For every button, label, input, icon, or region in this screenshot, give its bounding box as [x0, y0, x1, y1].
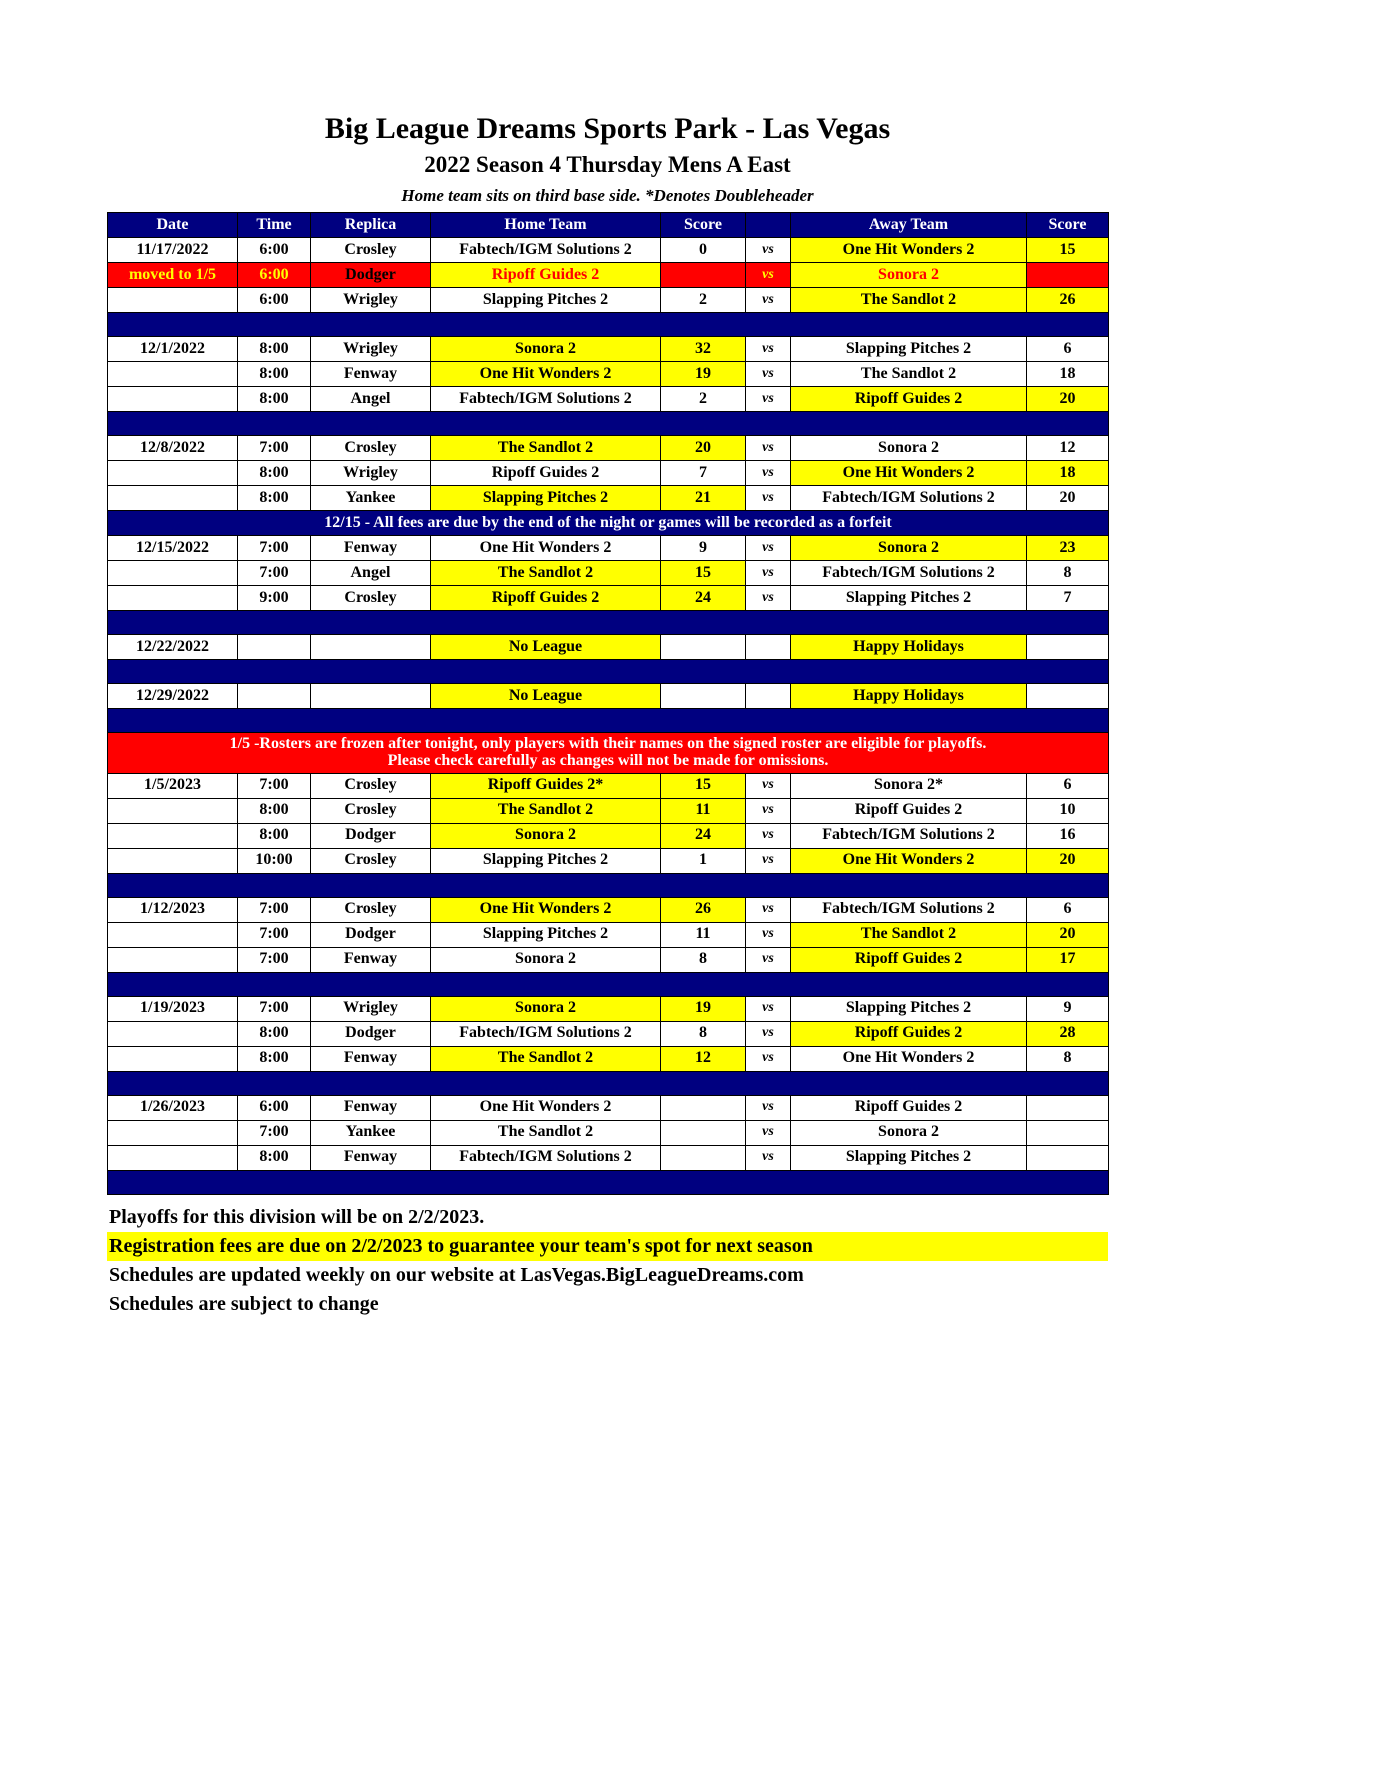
vs-cell: vs	[746, 922, 791, 947]
replica-cell: Crosley	[311, 798, 431, 823]
home-score-cell: 15	[661, 773, 746, 798]
date-cell: 12/29/2022	[108, 684, 238, 709]
replica-cell: Crosley	[311, 897, 431, 922]
moved-game-row	[108, 263, 1109, 288]
replica-cell	[311, 635, 431, 660]
game-row	[108, 773, 1109, 798]
replica-cell: Yankee	[311, 486, 431, 511]
home-score-cell: 11	[661, 798, 746, 823]
date-cell	[108, 1046, 238, 1071]
schedule-table	[107, 212, 1109, 1195]
away-team-cell: Ripoff Guides 2	[791, 1021, 1027, 1046]
home-team-cell: Ripoff Guides 2	[431, 586, 661, 611]
vs-cell	[746, 635, 791, 660]
replica-cell: Dodger	[311, 263, 431, 288]
away-team-cell: Slapping Pitches 2	[791, 1145, 1027, 1170]
home-team-cell: Ripoff Guides 2	[431, 263, 661, 288]
away-score-cell: 8	[1027, 561, 1109, 586]
home-score-cell	[661, 1095, 746, 1120]
home-team-cell: The Sandlot 2	[431, 1046, 661, 1071]
replica-cell: Fenway	[311, 1095, 431, 1120]
time-cell: 8:00	[238, 486, 311, 511]
away-team-cell: Ripoff Guides 2	[791, 798, 1027, 823]
footer-line: Schedules are subject to change	[109, 1292, 379, 1315]
home-team-cell: The Sandlot 2	[431, 798, 661, 823]
game-row	[108, 922, 1109, 947]
home-team-cell: Sonora 2	[431, 947, 661, 972]
home-team-cell: Sonora 2	[431, 823, 661, 848]
time-cell: 7:00	[238, 897, 311, 922]
vs-cell: vs	[746, 947, 791, 972]
notice-row-fees-due	[108, 511, 1109, 536]
page-subtitle: 2022 Season 4 Thursday Mens A East	[424, 152, 791, 177]
home-team-cell: Sonora 2	[431, 337, 661, 362]
happy-holidays-cell: Happy Holidays	[791, 684, 1027, 709]
date-cell: 12/15/2022	[108, 536, 238, 561]
vs-cell: vs	[746, 387, 791, 412]
time-cell	[238, 684, 311, 709]
away-score-cell: 28	[1027, 1021, 1109, 1046]
column-header-score: Score	[1027, 213, 1109, 238]
home-team-cell: Slapping Pitches 2	[431, 848, 661, 873]
away-score-cell: 26	[1027, 288, 1109, 313]
page-title: Big League Dreams Sports Park - Las Vegas	[324, 112, 891, 145]
time-cell: 7:00	[238, 536, 311, 561]
date-cell: 1/19/2023	[108, 996, 238, 1021]
game-row	[108, 461, 1109, 486]
away-score-cell: 20	[1027, 486, 1109, 511]
away-score-cell: 20	[1027, 387, 1109, 412]
away-score-cell	[1027, 1120, 1109, 1145]
game-row	[108, 337, 1109, 362]
home-score-cell	[661, 1145, 746, 1170]
home-score-cell: 21	[661, 486, 746, 511]
footer-line: Schedules are updated weekly on our website at LasVegas.BigLeagueDreams.com	[109, 1263, 804, 1286]
separator-cell	[108, 1071, 1109, 1095]
time-cell: 6:00	[238, 288, 311, 313]
home-team-cell: Fabtech/IGM Solutions 2	[431, 387, 661, 412]
game-row	[108, 387, 1109, 412]
vs-cell: vs	[746, 1145, 791, 1170]
date-cell	[108, 848, 238, 873]
away-team-cell: Fabtech/IGM Solutions 2	[791, 561, 1027, 586]
separator-row	[108, 412, 1109, 436]
away-team-cell: One Hit Wonders 2	[791, 238, 1027, 263]
away-team-cell: One Hit Wonders 2	[791, 848, 1027, 873]
home-team-cell: Sonora 2	[431, 996, 661, 1021]
away-score-cell	[1027, 684, 1109, 709]
replica-cell: Fenway	[311, 1145, 431, 1170]
time-cell: 8:00	[238, 461, 311, 486]
no-league-row	[108, 684, 1109, 709]
time-cell: 8:00	[238, 1145, 311, 1170]
separator-row	[108, 873, 1109, 897]
home-score-cell: 11	[661, 922, 746, 947]
game-row	[108, 1145, 1109, 1170]
game-row	[108, 1120, 1109, 1145]
home-score-cell: 12	[661, 1046, 746, 1071]
separator-row	[108, 313, 1109, 337]
replica-cell: Angel	[311, 387, 431, 412]
time-cell: 8:00	[238, 362, 311, 387]
game-row	[108, 1021, 1109, 1046]
away-score-cell: 6	[1027, 337, 1109, 362]
home-team-cell: Slapping Pitches 2	[431, 486, 661, 511]
happy-holidays-cell: Happy Holidays	[791, 635, 1027, 660]
away-team-cell: Slapping Pitches 2	[791, 586, 1027, 611]
time-cell: 6:00	[238, 238, 311, 263]
date-cell: 11/17/2022	[108, 238, 238, 263]
away-score-cell: 20	[1027, 922, 1109, 947]
away-score-cell: 10	[1027, 798, 1109, 823]
separator-row	[108, 1071, 1109, 1095]
time-cell: 8:00	[238, 823, 311, 848]
replica-cell: Crosley	[311, 848, 431, 873]
home-team-cell: One Hit Wonders 2	[431, 362, 661, 387]
vs-cell: vs	[746, 798, 791, 823]
column-header-time: Time	[238, 213, 311, 238]
away-team-cell: Sonora 2	[791, 536, 1027, 561]
separator-row	[108, 660, 1109, 684]
game-row	[108, 288, 1109, 313]
away-score-cell	[1027, 1145, 1109, 1170]
time-cell: 8:00	[238, 1046, 311, 1071]
separator-row	[108, 1170, 1109, 1194]
time-cell: 8:00	[238, 798, 311, 823]
no-league-cell: No League	[431, 635, 661, 660]
separator-row	[108, 972, 1109, 996]
time-cell: 6:00	[238, 263, 311, 288]
home-score-cell	[661, 1120, 746, 1145]
away-team-cell: Fabtech/IGM Solutions 2	[791, 897, 1027, 922]
game-row	[108, 486, 1109, 511]
game-row	[108, 947, 1109, 972]
replica-cell: Wrigley	[311, 337, 431, 362]
replica-cell: Angel	[311, 561, 431, 586]
away-team-cell: Sonora 2	[791, 436, 1027, 461]
away-team-cell: Ripoff Guides 2	[791, 1095, 1027, 1120]
vs-cell: vs	[746, 773, 791, 798]
separator-cell	[108, 611, 1109, 635]
time-cell: 7:00	[238, 996, 311, 1021]
vs-cell: vs	[746, 486, 791, 511]
home-score-cell: 26	[661, 897, 746, 922]
no-league-row	[108, 635, 1109, 660]
away-team-cell: The Sandlot 2	[791, 362, 1027, 387]
vs-cell: vs	[746, 536, 791, 561]
vs-cell: vs	[746, 586, 791, 611]
replica-cell: Fenway	[311, 1046, 431, 1071]
time-cell: 8:00	[238, 387, 311, 412]
column-header-date: Date	[108, 213, 238, 238]
vs-cell: vs	[746, 897, 791, 922]
home-team-cell: Fabtech/IGM Solutions 2	[431, 1145, 661, 1170]
time-cell: 7:00	[238, 922, 311, 947]
separator-cell	[108, 972, 1109, 996]
game-row	[108, 238, 1109, 263]
away-team-cell: One Hit Wonders 2	[791, 461, 1027, 486]
home-score-cell: 2	[661, 288, 746, 313]
date-cell	[108, 288, 238, 313]
time-cell: 10:00	[238, 848, 311, 873]
column-header-vs	[746, 213, 791, 238]
game-row	[108, 996, 1109, 1021]
home-score-cell: 15	[661, 561, 746, 586]
vs-cell: vs	[746, 238, 791, 263]
date-cell: 1/26/2023	[108, 1095, 238, 1120]
home-team-cell: The Sandlot 2	[431, 561, 661, 586]
vs-cell: vs	[746, 1120, 791, 1145]
home-team-cell: Ripoff Guides 2	[431, 461, 661, 486]
schedule-content	[107, 112, 1108, 1319]
home-team-cell: Fabtech/IGM Solutions 2	[431, 238, 661, 263]
vs-cell: vs	[746, 1046, 791, 1071]
footer-line-registration-highlight: Registration fees are due on 2/2/2023 to guarantee your team's spot for next season	[107, 1232, 1108, 1261]
date-cell	[108, 947, 238, 972]
away-score-cell: 18	[1027, 362, 1109, 387]
replica-cell: Fenway	[311, 947, 431, 972]
home-team-cell: One Hit Wonders 2	[431, 536, 661, 561]
home-team-cell: Slapping Pitches 2	[431, 922, 661, 947]
away-score-cell: 20	[1027, 848, 1109, 873]
game-row	[108, 586, 1109, 611]
date-cell	[108, 561, 238, 586]
home-team-cell: The Sandlot 2	[431, 436, 661, 461]
game-row	[108, 1095, 1109, 1120]
date-cell	[108, 387, 238, 412]
away-team-cell: Sonora 2	[791, 1120, 1027, 1145]
home-team-cell: Ripoff Guides 2*	[431, 773, 661, 798]
away-score-cell: 15	[1027, 238, 1109, 263]
time-cell: 9:00	[238, 586, 311, 611]
home-score-cell: 0	[661, 238, 746, 263]
game-row	[108, 1046, 1109, 1071]
column-header-away-team: Away Team	[791, 213, 1027, 238]
vs-cell: vs	[746, 362, 791, 387]
date-cell	[108, 362, 238, 387]
away-team-cell: Fabtech/IGM Solutions 2	[791, 486, 1027, 511]
time-cell: 8:00	[238, 1021, 311, 1046]
away-team-cell: The Sandlot 2	[791, 288, 1027, 313]
date-cell	[108, 922, 238, 947]
date-cell: 1/5/2023	[108, 773, 238, 798]
vs-cell: vs	[746, 337, 791, 362]
time-cell: 8:00	[238, 337, 311, 362]
column-header-replica: Replica	[311, 213, 431, 238]
time-cell: 7:00	[238, 773, 311, 798]
vs-cell: vs	[746, 996, 791, 1021]
replica-cell: Crosley	[311, 773, 431, 798]
column-header-score: Score	[661, 213, 746, 238]
replica-cell: Yankee	[311, 1120, 431, 1145]
away-score-cell: 16	[1027, 823, 1109, 848]
game-row	[108, 848, 1109, 873]
home-score-cell: 2	[661, 387, 746, 412]
game-row	[108, 561, 1109, 586]
date-cell	[108, 586, 238, 611]
away-team-cell: Sonora 2	[791, 263, 1027, 288]
away-score-cell: 9	[1027, 996, 1109, 1021]
date-cell	[108, 1145, 238, 1170]
game-row	[108, 436, 1109, 461]
away-team-cell: Fabtech/IGM Solutions 2	[791, 823, 1027, 848]
away-score-cell: 12	[1027, 436, 1109, 461]
notice-cell	[108, 511, 1109, 536]
date-cell: 12/1/2022	[108, 337, 238, 362]
date-cell: moved to 1/5	[108, 263, 238, 288]
vs-cell: vs	[746, 561, 791, 586]
notice-line: Please check carefully as changes will not be made for omissions.	[387, 751, 829, 769]
time-cell: 7:00	[238, 561, 311, 586]
away-score-cell	[1027, 263, 1109, 288]
away-team-cell: Sonora 2*	[791, 773, 1027, 798]
date-cell	[108, 823, 238, 848]
home-score-cell: 1	[661, 848, 746, 873]
home-score-cell: 9	[661, 536, 746, 561]
time-cell: 7:00	[238, 947, 311, 972]
vs-cell: vs	[746, 823, 791, 848]
game-row	[108, 536, 1109, 561]
away-score-cell: 6	[1027, 897, 1109, 922]
away-score-cell: 6	[1027, 773, 1109, 798]
separator-cell	[108, 873, 1109, 897]
replica-cell: Dodger	[311, 823, 431, 848]
date-cell	[108, 798, 238, 823]
date-cell: 12/8/2022	[108, 436, 238, 461]
vs-cell: vs	[746, 461, 791, 486]
home-score-cell	[661, 263, 746, 288]
replica-cell: Crosley	[311, 586, 431, 611]
date-cell	[108, 1120, 238, 1145]
replica-cell: Wrigley	[311, 288, 431, 313]
home-score-cell: 8	[661, 947, 746, 972]
time-cell: 6:00	[238, 1095, 311, 1120]
game-row	[108, 362, 1109, 387]
away-team-cell: Ripoff Guides 2	[791, 387, 1027, 412]
home-team-cell: One Hit Wonders 2	[431, 897, 661, 922]
away-team-cell: Ripoff Guides 2	[791, 947, 1027, 972]
separator-row	[108, 611, 1109, 635]
home-score-cell: 19	[661, 996, 746, 1021]
replica-cell: Fenway	[311, 536, 431, 561]
separator-row	[108, 709, 1109, 733]
notice-cell	[108, 733, 1109, 774]
home-team-cell: One Hit Wonders 2	[431, 1095, 661, 1120]
away-score-cell	[1027, 635, 1109, 660]
home-score-cell: 24	[661, 586, 746, 611]
away-score-cell: 18	[1027, 461, 1109, 486]
vs-cell: vs	[746, 1021, 791, 1046]
home-team-cell: Slapping Pitches 2	[431, 288, 661, 313]
home-score-cell: 7	[661, 461, 746, 486]
date-cell: 12/22/2022	[108, 635, 238, 660]
footer-line: Playoffs for this division will be on 2/2/2023.	[109, 1205, 485, 1228]
footer-notes	[107, 1203, 1108, 1319]
home-score-cell: 32	[661, 337, 746, 362]
home-score-cell	[661, 635, 746, 660]
away-score-cell: 7	[1027, 586, 1109, 611]
time-cell: 7:00	[238, 436, 311, 461]
replica-cell	[311, 684, 431, 709]
separator-cell	[108, 313, 1109, 337]
vs-cell: vs	[746, 288, 791, 313]
separator-cell	[108, 412, 1109, 436]
game-row	[108, 897, 1109, 922]
notice-row-roster-freeze	[108, 733, 1109, 774]
away-score-cell: 17	[1027, 947, 1109, 972]
vs-cell	[746, 684, 791, 709]
away-team-cell: One Hit Wonders 2	[791, 1046, 1027, 1071]
home-score-cell: 24	[661, 823, 746, 848]
separator-cell	[108, 660, 1109, 684]
no-league-cell: No League	[431, 684, 661, 709]
date-cell	[108, 1021, 238, 1046]
replica-cell: Dodger	[311, 922, 431, 947]
away-score-cell	[1027, 1095, 1109, 1120]
home-score-cell: 20	[661, 436, 746, 461]
home-score-cell	[661, 684, 746, 709]
date-cell	[108, 461, 238, 486]
vs-cell: vs	[746, 263, 791, 288]
replica-cell: Crosley	[311, 436, 431, 461]
away-team-cell: The Sandlot 2	[791, 922, 1027, 947]
vs-cell: vs	[746, 1095, 791, 1120]
notice-line: 12/15 - All fees are due by the end of the night or games will be recorded as a forfeit	[324, 513, 892, 531]
home-score-cell: 8	[661, 1021, 746, 1046]
replica-cell: Crosley	[311, 238, 431, 263]
replica-cell: Wrigley	[311, 996, 431, 1021]
time-cell: 7:00	[238, 1120, 311, 1145]
column-header-home-team: Home Team	[431, 213, 661, 238]
game-row	[108, 823, 1109, 848]
game-row	[108, 798, 1109, 823]
replica-cell: Dodger	[311, 1021, 431, 1046]
vs-cell: vs	[746, 848, 791, 873]
home-team-cell: The Sandlot 2	[431, 1120, 661, 1145]
away-score-cell: 8	[1027, 1046, 1109, 1071]
table-header-row	[108, 213, 1109, 238]
vs-cell: vs	[746, 436, 791, 461]
away-team-cell: Slapping Pitches 2	[791, 337, 1027, 362]
page-note: Home team sits on third base side. *Denotes Doubleheader	[401, 186, 814, 205]
away-team-cell: Slapping Pitches 2	[791, 996, 1027, 1021]
separator-cell	[108, 1170, 1109, 1194]
away-score-cell: 23	[1027, 536, 1109, 561]
separator-cell	[108, 709, 1109, 733]
time-cell	[238, 635, 311, 660]
notice-line: 1/5 -Rosters are frozen after tonight, only players with their names on the signed roster are eligible for playoffs.	[229, 735, 987, 752]
home-team-cell: Fabtech/IGM Solutions 2	[431, 1021, 661, 1046]
replica-cell: Wrigley	[311, 461, 431, 486]
home-score-cell: 19	[661, 362, 746, 387]
date-cell: 1/12/2023	[108, 897, 238, 922]
date-cell	[108, 486, 238, 511]
replica-cell: Fenway	[311, 362, 431, 387]
